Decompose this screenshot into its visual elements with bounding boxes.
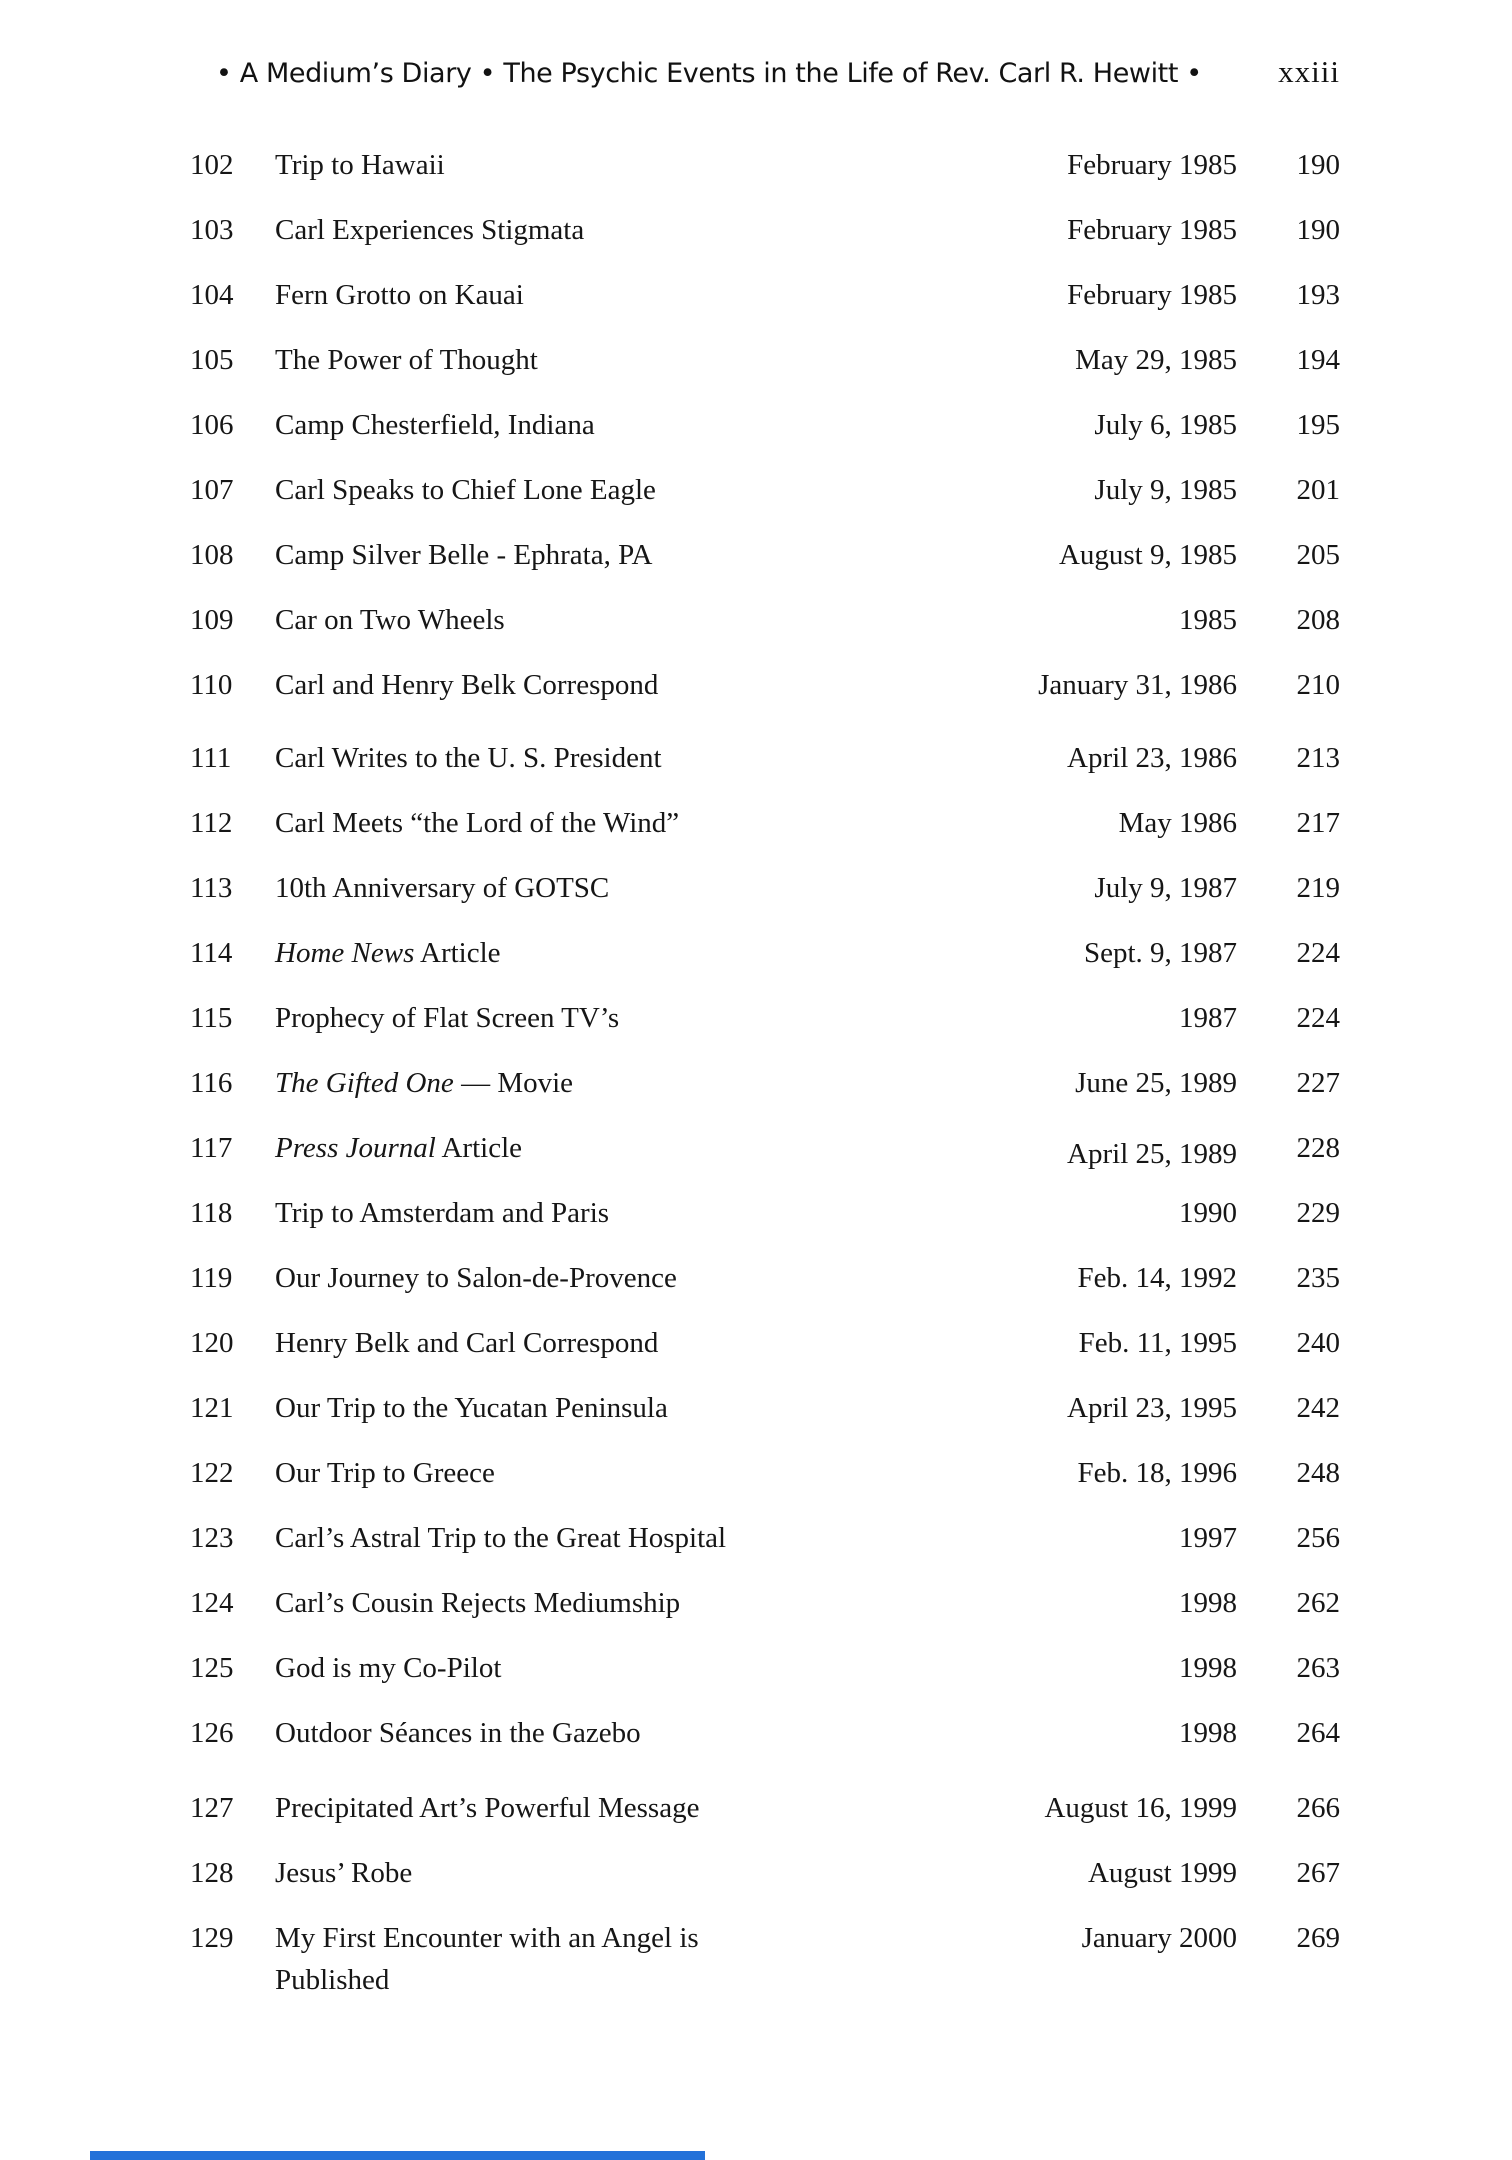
toc-entry [190, 1051, 1340, 1116]
chapter-number: 124 [190, 1587, 234, 1620]
chapter-title-text: Article [414, 937, 501, 970]
chapter-number: 112 [190, 807, 233, 840]
chapter-number: 125 [190, 1652, 234, 1685]
chapter-number: 126 [190, 1717, 234, 1750]
chapter-title [275, 599, 917, 641]
toc-entry [190, 726, 1340, 791]
chapter-title [275, 664, 917, 706]
toc-entry [190, 393, 1340, 458]
chapter-number: 129 [190, 1922, 234, 1954]
chapter-number: 103 [190, 214, 234, 247]
toc-entry [190, 653, 1340, 718]
chapter-title [275, 534, 917, 576]
chapter-title-text: Carl Meets “the Lord of the Wind” [275, 807, 680, 840]
chapter-number: 128 [190, 1857, 234, 1890]
chapter-title-text: Article [435, 1132, 523, 1165]
chapter-title-text: Precipitated Art’s Powerful Message [275, 1792, 700, 1825]
chapter-date: August 1999 [1087, 1857, 1237, 1890]
chapter-title-text: Car on Two Wheels [275, 604, 505, 637]
page-header [0, 0, 1512, 90]
chapter-date: April 23, 1995 [1067, 1392, 1237, 1425]
chapter-page: 194 [1296, 344, 1340, 377]
chapter-title-text: Trip to Hawaii [275, 149, 445, 182]
chapter-date: February 1985 [1067, 149, 1237, 182]
toc-entry [190, 791, 1340, 856]
chapter-title-text: Carl Experiences Stigmata [275, 214, 585, 247]
chapter-page: 190 [1296, 149, 1340, 182]
chapter-page: 210 [1296, 669, 1340, 702]
chapter-number: 120 [190, 1327, 234, 1360]
toc-entry [190, 133, 1340, 198]
toc-entry [190, 198, 1340, 263]
chapter-date: July 9, 1985 [1094, 474, 1237, 507]
chapter-title-text: Our Journey to Salon-de-Provence [275, 1262, 677, 1295]
chapter-title-italic: Home News [275, 937, 415, 970]
chapter-title-text: Prophecy of Flat Screen TV’s [275, 1002, 620, 1035]
chapter-number: 127 [190, 1792, 234, 1825]
chapter-date: July 9, 1987 [1094, 872, 1237, 905]
chapter-title [275, 1787, 917, 1829]
chapter-date: July 6, 1985 [1094, 409, 1237, 442]
toc-entry [190, 1571, 1340, 1636]
chapter-page: 190 [1296, 214, 1340, 247]
chapter-title [275, 1517, 917, 1559]
chapter-date: 1998 [1179, 1652, 1237, 1685]
chapter-title-text: God is my Co-Pilot [275, 1652, 502, 1685]
chapter-title-text: Carl Speaks to Chief Lone Eagle [275, 474, 656, 507]
toc-entry [190, 458, 1340, 523]
chapter-date: 1998 [1179, 1717, 1237, 1750]
chapter-title [275, 1712, 917, 1754]
chapter-title [275, 1127, 917, 1169]
chapter-title [275, 1917, 917, 2001]
chapter-date: 1997 [1179, 1522, 1237, 1555]
toc-entry [190, 1906, 1340, 2025]
chapter-page: 256 [1296, 1522, 1340, 1555]
chapter-title [275, 1192, 917, 1234]
chapter-page: 213 [1296, 742, 1340, 775]
chapter-date: January 2000 [1081, 1922, 1237, 1954]
chapter-title [275, 1322, 917, 1364]
chapter-title [275, 209, 917, 251]
chapter-title-text: Carl’s Astral Trip to the Great Hospital [275, 1522, 727, 1555]
toc-entry [190, 1311, 1340, 1376]
chapter-number: 118 [190, 1197, 233, 1230]
chapter-title [275, 932, 917, 974]
chapter-title [275, 144, 917, 186]
chapter-date: February 1985 [1067, 214, 1237, 247]
chapter-title [275, 1852, 917, 1894]
chapter-number: 104 [190, 279, 234, 312]
toc-entry [190, 1506, 1340, 1571]
chapter-page: 266 [1296, 1792, 1340, 1825]
chapter-title-text: Camp Silver Belle - Ephrata, PA [275, 539, 653, 572]
chapter-page: 195 [1296, 409, 1340, 442]
chapter-number: 110 [190, 669, 233, 702]
toc-entry [190, 1441, 1340, 1506]
chapter-page: 248 [1296, 1457, 1340, 1490]
chapter-page: 217 [1296, 807, 1340, 840]
chapter-date: April 25, 1989 [1067, 1138, 1237, 1171]
chapter-title [275, 737, 917, 779]
toc-entry [190, 921, 1340, 986]
chapter-number: 116 [190, 1067, 233, 1100]
chapter-title-text: — Movie [453, 1067, 574, 1100]
chapter-page: 229 [1296, 1197, 1340, 1230]
chapter-title-text: Carl’s Cousin Rejects Mediumship [275, 1587, 681, 1620]
chapter-title-text: My First Encounter with an Angel is [275, 1922, 699, 1954]
chapter-date: Feb. 14, 1992 [1077, 1262, 1237, 1295]
chapter-number: 114 [190, 937, 233, 970]
chapter-page: 224 [1296, 1002, 1340, 1035]
chapter-number: 111 [190, 742, 232, 775]
chapter-date: April 23, 1986 [1067, 742, 1237, 775]
chapter-title-line2: Published [275, 1964, 390, 1997]
chapter-number: 109 [190, 604, 234, 637]
chapter-page: 262 [1296, 1587, 1340, 1620]
chapter-date: February 1985 [1067, 279, 1237, 312]
chapter-number: 107 [190, 474, 234, 507]
chapter-number: 106 [190, 409, 234, 442]
running-title: • A Medium’s Diary • The Psychic Events in the Life of Rev. Carl R. Hewitt • [216, 58, 1202, 89]
folio-page-number: xxiii [1278, 54, 1340, 89]
chapter-title-italic: Press Journal [275, 1132, 436, 1165]
toc-entry [190, 1636, 1340, 1701]
chapter-title [275, 469, 917, 511]
chapter-title-text: Henry Belk and Carl Correspond [275, 1327, 659, 1360]
chapter-number: 117 [190, 1132, 233, 1165]
toc-entry [190, 1701, 1340, 1766]
chapter-date: January 31, 1986 [1038, 669, 1237, 702]
chapter-title-text: Outdoor Séances in the Gazebo [275, 1717, 641, 1750]
chapter-number: 108 [190, 539, 234, 572]
chapter-number: 105 [190, 344, 234, 377]
chapter-number: 123 [190, 1522, 234, 1555]
chapter-number: 115 [190, 1002, 233, 1035]
chapter-page: 205 [1296, 539, 1340, 572]
chapter-title [275, 1062, 917, 1104]
chapter-title-text: Camp Chesterfield, Indiana [275, 409, 595, 442]
chapter-number: 121 [190, 1392, 234, 1425]
chapter-title [275, 404, 917, 446]
chapter-page: 224 [1296, 937, 1340, 970]
chapter-title-italic: The Gifted One [275, 1067, 454, 1100]
chapter-date: August 16, 1999 [1044, 1792, 1237, 1825]
chapter-page: 269 [1296, 1922, 1340, 1954]
chapter-page: 201 [1296, 474, 1340, 507]
chapter-page: 227 [1296, 1067, 1340, 1100]
chapter-page: 263 [1296, 1652, 1340, 1685]
chapter-title-text: Trip to Amsterdam and Paris [275, 1197, 610, 1230]
toc-entry [190, 1376, 1340, 1441]
chapter-page: 267 [1296, 1857, 1340, 1890]
chapter-date: August 9, 1985 [1058, 539, 1237, 572]
chapter-page: 219 [1296, 872, 1340, 905]
chapter-number: 122 [190, 1457, 234, 1490]
toc-entry [190, 986, 1340, 1051]
chapter-title [275, 1582, 917, 1624]
chapter-title [275, 274, 917, 316]
chapter-number: 113 [190, 872, 233, 905]
chapter-date: Feb. 18, 1996 [1077, 1457, 1237, 1490]
chapter-title-text: 10th Anniversary of GOTSC [275, 872, 610, 905]
chapter-date: May 1986 [1118, 807, 1237, 840]
toc-entry [190, 263, 1340, 328]
chapter-title-text: Our Trip to the Yucatan Peninsula [275, 1392, 668, 1425]
chapter-title [275, 802, 917, 844]
table-of-contents [0, 133, 1512, 2025]
chapter-date: 1987 [1179, 1002, 1237, 1035]
toc-entry [190, 1776, 1340, 1841]
chapter-date: May 29, 1985 [1075, 344, 1237, 377]
chapter-title-text: Carl Writes to the U. S. President [275, 742, 662, 775]
chapter-page: 240 [1296, 1327, 1340, 1360]
chapter-title-text: Jesus’ Robe [275, 1857, 413, 1890]
chapter-date: 1990 [1179, 1197, 1237, 1230]
chapter-title-text: The Power of Thought [275, 344, 538, 377]
toc-entry [190, 588, 1340, 653]
toc-entry [190, 328, 1340, 393]
chapter-date: 1998 [1179, 1587, 1237, 1620]
toc-entry [190, 523, 1340, 588]
chapter-page: 235 [1296, 1262, 1340, 1295]
chapter-page: 264 [1296, 1717, 1340, 1750]
chapter-page: 242 [1296, 1392, 1340, 1425]
toc-entry [190, 1181, 1340, 1246]
chapter-title [275, 339, 917, 381]
toc-entry [190, 1246, 1340, 1311]
chapter-title [275, 997, 917, 1039]
chapter-date: Sept. 9, 1987 [1083, 937, 1237, 970]
chapter-title [275, 1257, 917, 1299]
toc-entry [190, 856, 1340, 921]
chapter-title [275, 867, 917, 909]
chapter-title [275, 1387, 917, 1429]
chapter-date: June 25, 1989 [1075, 1067, 1237, 1100]
chapter-title-text: Our Trip to Greece [275, 1457, 495, 1490]
chapter-title [275, 1452, 917, 1494]
chapter-title-text: Carl and Henry Belk Correspond [275, 669, 659, 702]
bottom-blue-bar [90, 2151, 705, 2160]
chapter-title-text: Fern Grotto on Kauai [275, 279, 524, 312]
chapter-number: 102 [190, 149, 234, 182]
chapter-title [275, 1647, 917, 1689]
toc-entry [190, 1841, 1340, 1906]
chapter-date: Feb. 11, 1995 [1078, 1327, 1237, 1360]
chapter-page: 193 [1296, 279, 1340, 312]
toc-entry [190, 1116, 1340, 1181]
chapter-date: 1985 [1179, 604, 1237, 637]
chapter-page: 208 [1296, 604, 1340, 637]
chapter-page: 228 [1296, 1132, 1340, 1165]
chapter-number: 119 [190, 1262, 233, 1295]
